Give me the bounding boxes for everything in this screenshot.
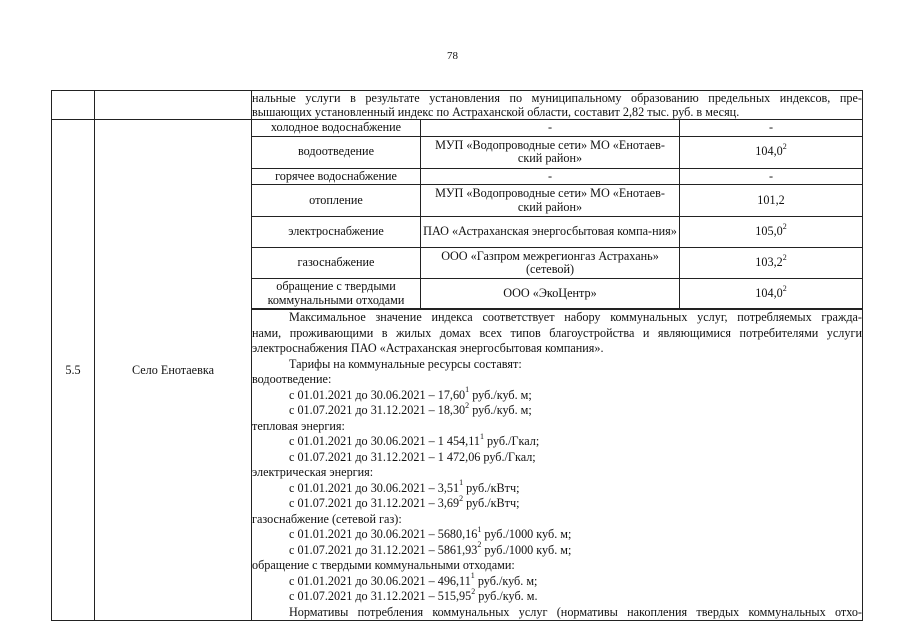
continuation-line: нальные услуги в результате установления по муниципальному образованию предельных индексов, пре-: [252, 91, 862, 105]
tariff-group-title: электрическая энергия:: [252, 465, 374, 479]
service-row: [252, 248, 862, 279]
service-name: газоснабжение: [252, 248, 421, 279]
index-value: 105,0: [755, 224, 783, 239]
service-row: [252, 185, 862, 217]
services-cell: [252, 120, 863, 310]
paragraph-line: Максимальное значение индекса соответствует набору коммунальных услуг, потребляемых гражда-: [289, 310, 862, 324]
services-table: [252, 120, 862, 309]
service-name: холодное водоснабжение: [252, 120, 421, 136]
continuation-text: [252, 91, 863, 120]
service-provider: ООО «Газпром межрегионгаз Астрахань» (сетевой): [421, 248, 680, 279]
municipal-table: [51, 90, 863, 621]
row-number: 5.5: [52, 120, 95, 621]
service-provider: -: [421, 120, 680, 136]
tariff-group-title: тепловая энергия:: [252, 418, 345, 433]
description-cell: [252, 310, 863, 621]
service-name: обращение с твердыми коммунальными отходами: [252, 279, 421, 309]
tariff-line: с 01.01.2021 до 30.06.2021 – 1 454,11$^1$ руб./Гкал;: [289, 431, 540, 448]
service-name: горячее водоснабжение: [252, 168, 421, 185]
service-row: [252, 217, 862, 248]
tariff-line: с 01.07.2021 до 31.12.2021 – 1 472,06 руб./Гкал;: [289, 449, 536, 464]
tariff-group-title: газоснабжение (сетевой газ):: [252, 511, 402, 526]
tariff-line: с 01.07.2021 до 31.12.2021 – 3,69$^2$ руб./кВтч;: [289, 493, 520, 510]
service-row: [252, 168, 862, 185]
tariff-line: с 01.01.2021 до 30.06.2021 – 17,60$^1$ руб./куб. м;: [289, 385, 532, 402]
settlement-name: Село Енотаевка: [95, 120, 252, 621]
tariff-line: с 01.07.2021 до 31.12.2021 – 5861,93$^2$ руб./1000 куб. м;: [289, 540, 572, 557]
continuation-line: вышающих установленный индекс по Астраханской области, составит 2,82 тыс. руб. в месяц.: [252, 105, 740, 119]
service-index: [680, 217, 863, 248]
service-name: отопление: [252, 185, 421, 217]
index-value: 104,0: [755, 144, 783, 159]
service-row: [252, 120, 862, 136]
tariff-line: с 01.07.2021 до 31.12.2021 – 18,30$^2$ руб./куб. м;: [289, 400, 532, 417]
service-index: [680, 136, 863, 168]
tariff-line: с 01.01.2021 до 30.06.2021 – 3,51$^1$ руб./кВтч;: [289, 478, 520, 495]
service-row: [252, 279, 862, 309]
service-name: водоотведение: [252, 136, 421, 168]
service-index: -: [680, 120, 863, 136]
tariff-line: с 01.01.2021 до 30.06.2021 – 496,11$^1$ руб./куб. м;: [289, 571, 538, 588]
continuation-row: [52, 91, 863, 120]
service-name: электроснабжение: [252, 217, 421, 248]
service-provider: МУП «Водопроводные сети» МО «Енотаев-ский район»: [421, 185, 680, 217]
index-value: 103,2: [755, 255, 783, 270]
service-provider: ООО «ЭкоЦентр»: [421, 279, 680, 309]
footnote-mark: 2: [782, 283, 787, 293]
tariff-line: с 01.01.2021 до 30.06.2021 – 5680,16$^1$ руб./1000 куб. м;: [289, 524, 572, 541]
tariff-group-title: обращение с твердыми коммунальными отходами:: [252, 558, 515, 572]
service-provider: МУП «Водопроводные сети» МО «Енотаев-ский район»: [421, 136, 680, 168]
service-index: [680, 248, 863, 279]
page-number: 78: [447, 50, 458, 62]
empty-number-cell: [52, 91, 95, 120]
footnote-mark: 2: [782, 222, 787, 232]
index-value: 104,0: [755, 285, 783, 300]
paragraph-line: электроснабжения ПАО «Астраханская энергосбытовая компания».: [252, 341, 604, 355]
service-provider: ПАО «Астраханская энергосбытовая компа-ния»: [421, 217, 680, 248]
table-row: [52, 120, 863, 310]
tariffs-intro: Тарифы на коммунальные ресурсы составят:: [289, 356, 522, 371]
service-index: [680, 279, 863, 309]
empty-settlement-cell: [95, 91, 252, 120]
service-provider: -: [421, 168, 680, 185]
service-index: 101,2: [680, 185, 863, 217]
footnote-mark: 2: [782, 142, 787, 152]
service-row: [252, 136, 862, 168]
paragraph-line: Нормативы потребления коммунальных услуг (нормативы накопления твердых коммунальных отхо-: [289, 604, 862, 619]
service-index: -: [680, 168, 863, 185]
tariff-line: с 01.07.2021 до 31.12.2021 – 515,95$^2$ руб./куб. м.: [289, 586, 538, 603]
tariff-group-title: водоотведение:: [252, 372, 332, 386]
paragraph-line: нами, проживающими в жилых домах всех типов благоустройства и являющимися потребителями услуги: [252, 325, 862, 340]
footnote-mark: 2: [782, 253, 787, 263]
